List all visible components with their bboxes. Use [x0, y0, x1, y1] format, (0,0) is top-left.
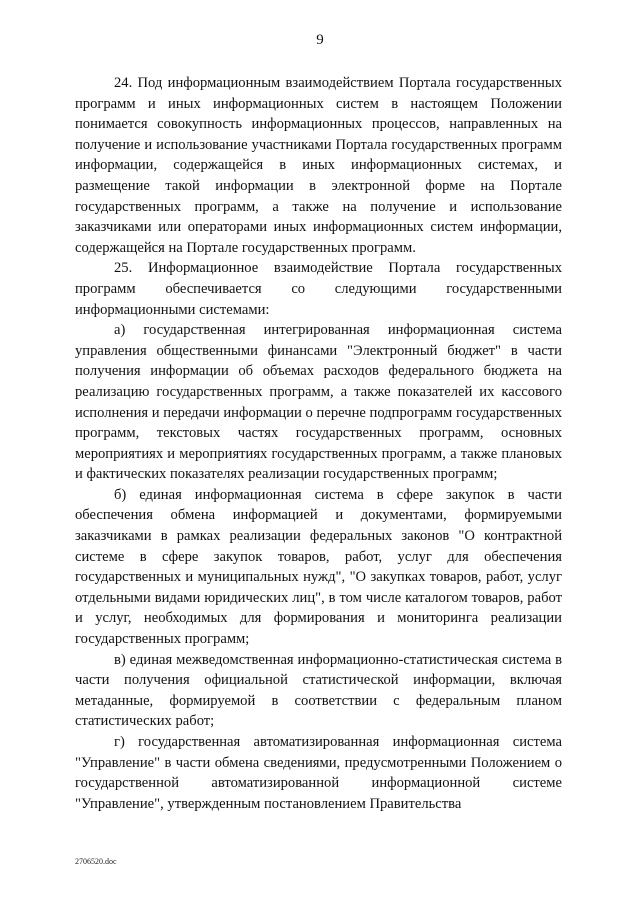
paragraph-25: 25. Информационное взаимодействие Портала государственных программ обеспечивается со следующими государственными информационными системами: [75, 260, 562, 318]
paragraph-25-item-a: а) государственная интегрированная информационная система управления общественными финансами "Электронный бюджет" в части получения информации об объемах расходов федерального бюджета на реализацию государственных программ, а также показателей их кассового исполнения и передачи информации о перечне подпрограмм государственных программ, текстовых частях государственных программ, основных мероприятиях и мероприятиях государственных программ, а также плановых и фактических показателях реализации государственных программ; [75, 322, 562, 483]
paragraph-24: 24. Под информационным взаимодействием Портала государственных программ и иных информационных систем в настоящем Положении понимается совокупность информационных процессов, направленных на получение и использование участниками Портала государственных программ информации, содержащейся в иных информационных системах, и размещение такой информации в электронной форме на Портале государственных программ, а также на получение и использование заказчиками или операторами иных информационных систем информации, содержащейся на Портале государственных программ. [75, 75, 562, 256]
paragraph-25-item-v: в) единая межведомственная информационно-статистическая система в части получения официальной статистической информации, включая метаданные, формируемой в соответствии с федеральным планом статистических работ; [75, 651, 562, 730]
document-body [75, 73, 562, 814]
paragraph-25-item-b: б) единая информационная система в сфере закупок в части обеспечения обмена информацией и документами, формируемыми заказчиками в рамках реализации федеральных законов "О контрактной системе в сфере закупок товаров, работ, услуг для обеспечения государственных и муниципальных нужд", "О закупках товаров, работ, услуг отдельными видами юридических лиц", в том числе каталогом товаров, работ и услуг, необходимых для формирования и мониторинга реализации государственных программ; [75, 486, 562, 648]
page-number: 9 [316, 32, 324, 48]
paragraph-25-item-g: г) государственная автоматизированная информационная система "Управление" в части обмена сведениями, предусмотренными Положением о государственной автоматизированной информационной системе "Управление", утвержденным постановлением Правительства [75, 734, 562, 812]
footer-file-name: 2706520.doc [75, 857, 117, 866]
